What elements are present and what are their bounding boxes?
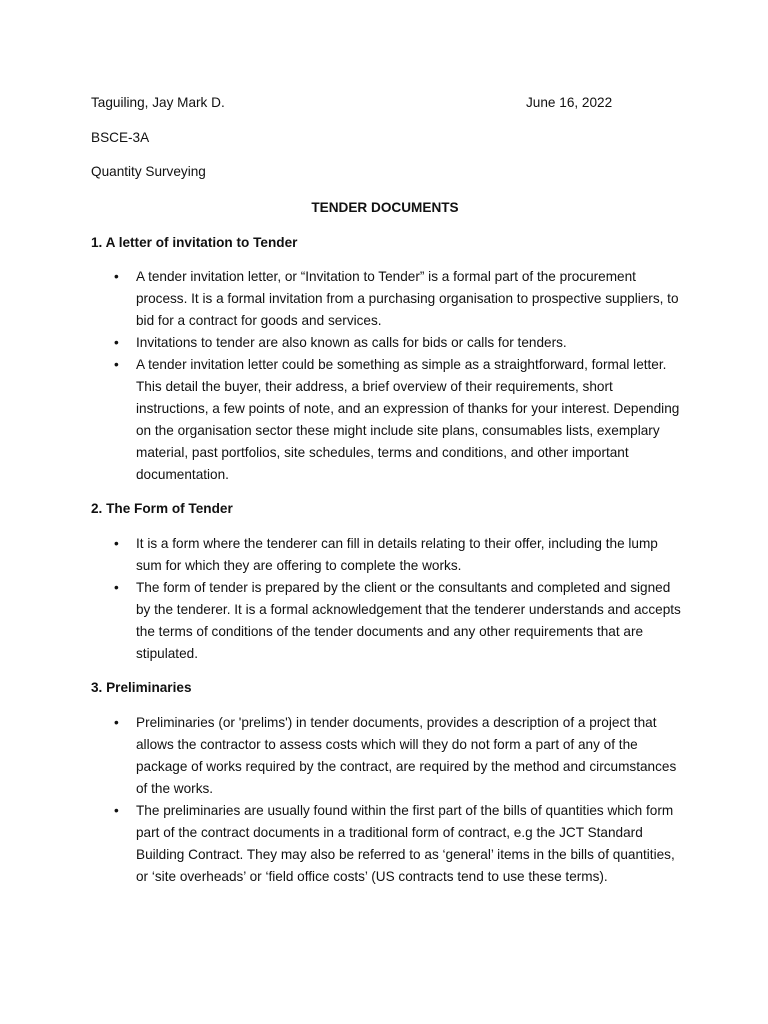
list-item-text: The form of tender is prepared by the client or the consultants and completed and signed by the tenderer. It is a formal acknowledgement that the tenderer understands and accepts the terms of conditions of the tender documents and any other requirements that are stipulated. (136, 580, 681, 661)
section-heading-preliminaries: 3. Preliminaries (91, 680, 192, 695)
document-title: TENDER DOCUMENTS (311, 200, 459, 215)
subject-name: Quantity Surveying (91, 164, 206, 179)
list-item (91, 354, 681, 486)
bullet-icon: • (114, 536, 119, 551)
bullet-list-preliminaries (91, 712, 681, 888)
list-item (91, 533, 681, 577)
bullet-list-form-of-tender (91, 533, 681, 665)
list-item-text: The preliminaries are usually found within the first part of the bills of quantities which form part of the contract documents in a traditional form of contract, e.g the JCT Standard Building Contract. They may also be referred to as ‘general’ items in the bills of quantities, or ‘site overheads’ or ‘field office costs’ (US contracts tend to use these terms). (136, 803, 675, 884)
section-heading-form-of-tender: 2. The Form of Tender (91, 501, 233, 516)
bullet-icon: • (114, 269, 119, 284)
list-item (91, 800, 681, 888)
bullet-icon: • (114, 803, 119, 818)
list-item-text: It is a form where the tenderer can fill in details relating to their offer, including the lump sum for which they are offering to complete the works. (136, 536, 658, 573)
bullet-icon: • (114, 580, 119, 595)
section-heading-invitation-to-tender: 1. A letter of invitation to Tender (91, 235, 298, 250)
list-item-text: A tender invitation letter could be something as simple as a straightforward, formal letter. This detail the buyer, their address, a brief overview of their requirements, short instructions, a few points of note, and an expression of thanks for your interest. Depending on the organisation sector these might include site plans, consumables lists, exemplary material, past portfolios, site schedules, terms and conditions, and other important documentation. (136, 357, 680, 482)
bullet-list-invitation-to-tender (91, 266, 681, 486)
list-item-text: Invitations to tender are also known as calls for bids or calls for tenders. (136, 335, 567, 350)
document-date: June 16, 2022 (526, 95, 613, 110)
bullet-icon: • (114, 335, 119, 350)
bullet-icon: • (114, 357, 119, 372)
list-item (91, 266, 681, 332)
class-section: BSCE-3A (91, 130, 150, 145)
list-item (91, 577, 681, 665)
list-item-text: Preliminaries (or 'prelims') in tender documents, provides a description of a project that allows the contractor to assess costs which will they do not form a part of any of the package of works required by the contract, are required by the method and circumstances of the works. (136, 715, 677, 796)
list-item-text: A tender invitation letter, or “Invitation to Tender” is a formal part of the procurement process. It is a formal invitation from a purchasing organisation to prospective suppliers, to bid for a contract for goods and services. (136, 269, 679, 328)
list-item (91, 332, 681, 354)
bullet-icon: • (114, 715, 119, 730)
student-name: Taguiling, Jay Mark D. (91, 95, 225, 110)
list-item (91, 712, 681, 800)
